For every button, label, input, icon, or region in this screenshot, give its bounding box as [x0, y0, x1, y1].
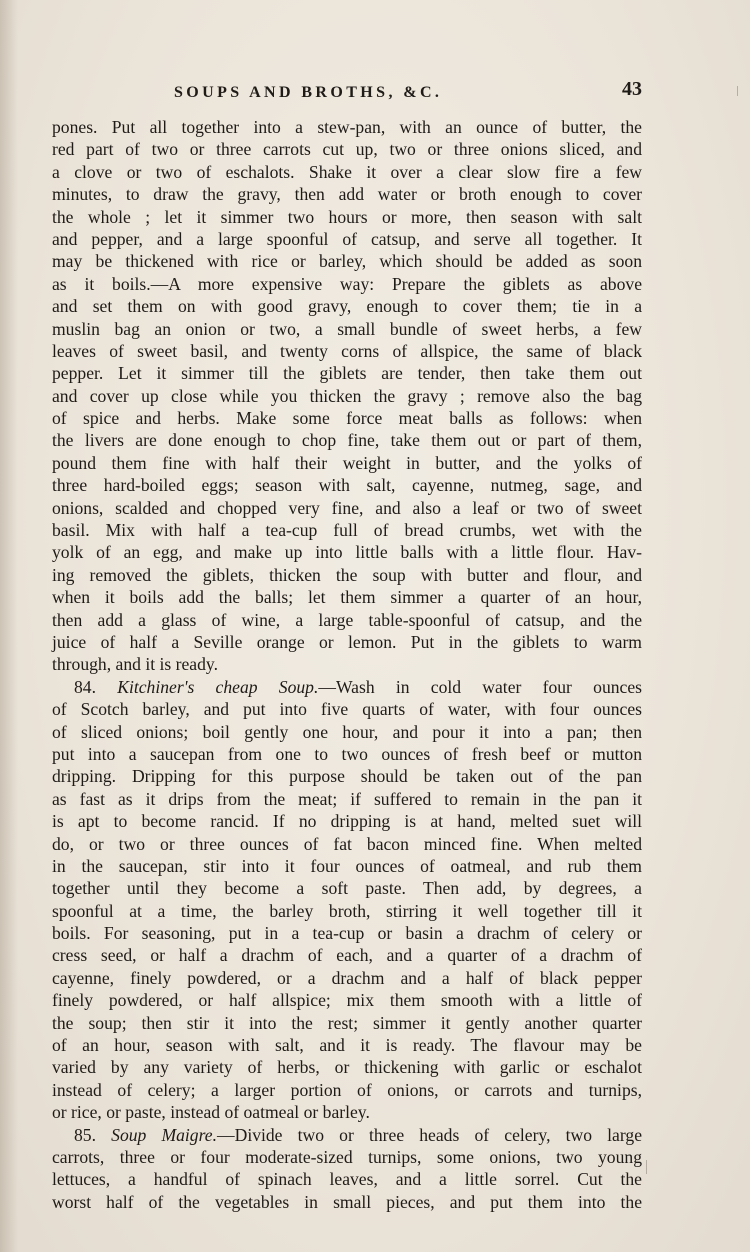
text-line: [52, 833, 642, 855]
spine-shadow: [0, 0, 18, 1252]
text-line: [52, 1079, 642, 1101]
line-text: spoonful at a time, the barley broth, stirring it well together till it: [52, 900, 642, 921]
line-text: juice of half a Seville orange or lemon. Put in the giblets to warm: [52, 631, 642, 652]
page-number: 43: [622, 78, 642, 100]
line-text: and set them on with good gravy, enough to cover them; tie in a: [52, 296, 642, 317]
line-text: minutes, to draw the gravy, then add water or broth enough to cover: [52, 184, 642, 205]
line-text: basil. Mix with half a tea-cup full of bread crumbs, wet with the: [52, 520, 642, 541]
line-text: of sliced onions; boil gently one hour, and pour it into a pan; then: [52, 721, 642, 742]
text-line: [52, 1191, 642, 1213]
line-text: as fast as it drips from the meat; if suffered to remain in the pan it: [52, 788, 642, 809]
line-text: in the saucepan, stir into it four ounces of oatmeal, and rub them: [52, 855, 642, 876]
line-text: cress seed, or half a drachm of each, and a quarter of a drachm of: [52, 945, 642, 966]
line-text: cayenne, finely powdered, or a drachm and a half of black pepper: [52, 967, 642, 988]
text-line: [52, 318, 642, 340]
text-line: [52, 1034, 642, 1056]
line-text: a clove or two of eschalots. Shake it over a clear slow fire a few: [52, 161, 642, 182]
line-text: pepper. Let it simmer till the giblets are tender, then take them out: [52, 363, 642, 384]
text-line: [52, 519, 642, 541]
text-line: [52, 429, 642, 451]
line-text: —Wash in cold water four ounces: [318, 676, 643, 697]
line-text: pones. Put all together into a stew-pan, with an ounce of butter, the: [52, 117, 642, 137]
recipe-heading-line: [52, 1124, 642, 1146]
line-text: may be thickened with rice or barley, which should be added as soon: [52, 251, 642, 272]
line-text: the livers are done enough to chop fine, take them out or part of them,: [52, 430, 642, 451]
text-line: [52, 362, 642, 384]
text-line: [52, 631, 642, 653]
line-text: or rice, or paste, instead of oatmeal or barley.: [52, 1102, 370, 1123]
text-line: [52, 1146, 642, 1168]
text-line: [52, 743, 642, 765]
text-line: [52, 900, 642, 922]
line-text: of an hour, season with salt, and it is ready. The flavour may be: [52, 1035, 642, 1056]
text-line: [52, 698, 642, 720]
text-line: [52, 295, 642, 317]
line-text: and cover up close while you thicken the gravy ; remove also the bag: [52, 385, 642, 406]
line-text: do, or two or three ounces of fat bacon minced fine. When melted: [52, 833, 642, 854]
text-line: [52, 541, 642, 563]
text-line: [52, 183, 642, 205]
line-text: pound them fine with half their weight in butter, and the yolks of: [52, 452, 642, 473]
line-text: ing removed the giblets, thicken the soup with butter and flour, and: [52, 564, 642, 585]
text-line: [52, 138, 642, 160]
line-text: leaves of sweet basil, and twenty corns of allspice, the same of black: [52, 340, 642, 361]
line-text: of spice and herbs. Make some force meat balls as follows: when: [52, 408, 642, 429]
text-line: [52, 765, 642, 787]
recipe-number: 84.: [74, 676, 118, 697]
line-text: dripping. Dripping for this purpose should be taken out of the pan: [52, 766, 642, 787]
text-line: [52, 116, 642, 138]
body-text: [52, 116, 642, 1213]
text-line: [52, 944, 642, 966]
text-line: [52, 452, 642, 474]
line-text: yolk of an egg, and make up into little balls with a little flour. Hav-: [52, 542, 642, 563]
line-text: red part of two or three carrots cut up, two or three onions sliced, and: [52, 139, 642, 160]
line-text: worst half of the vegetables in small pieces, and put them into the: [52, 1191, 642, 1212]
line-text: instead of celery; a larger portion of onions, or carrots and turnips,: [52, 1079, 642, 1100]
line-text: as it boils.—A more expensive way: Prepare the giblets as above: [52, 273, 642, 294]
line-text: the soup; then stir it into the rest; simmer it gently another quarter: [52, 1012, 642, 1033]
text-line: [52, 653, 642, 675]
recipe-title: Soup Maigre.: [111, 1124, 218, 1145]
text-line: [52, 1168, 642, 1190]
text-line: [52, 228, 642, 250]
paper-mark: [737, 86, 738, 96]
text-line: [52, 340, 642, 362]
line-text: carrots, three or four moderate-sized turnips, some onions, two young: [52, 1146, 642, 1167]
text-line: [52, 1012, 642, 1034]
text-line: [52, 989, 642, 1011]
line-text: lettuces, a handful of spinach leaves, and a little sorrel. Cut the: [52, 1169, 642, 1190]
text-line: [52, 855, 642, 877]
text-line: [52, 161, 642, 183]
running-title: SOUPS AND BROTHS, &C.: [174, 84, 443, 101]
text-line: [52, 474, 642, 496]
text-line: [52, 609, 642, 631]
recipe-title: Kitchiner's cheap Soup.: [117, 676, 319, 697]
text-line: [52, 788, 642, 810]
line-text: together until they become a soft paste. Then add, by degrees, a: [52, 878, 642, 899]
line-text: muslin bag an onion or two, a small bundle of sweet herbs, a few: [52, 318, 642, 339]
text-line: [52, 407, 642, 429]
text-line: [52, 922, 642, 944]
line-text: of Scotch barley, and put into five quarts of water, with four ounces: [52, 699, 642, 720]
line-text: finely powdered, or half allspice; mix them smooth with a little of: [52, 990, 642, 1011]
text-line: [52, 1056, 642, 1078]
text-line: [52, 721, 642, 743]
text-line: [52, 497, 642, 519]
text-line: [52, 273, 642, 295]
text-line: [52, 206, 642, 228]
paper-mark: [646, 1160, 647, 1174]
text-line: [52, 1101, 642, 1123]
page-header: [48, 78, 642, 108]
line-text: —Divide two or three heads of celery, two large: [217, 1124, 643, 1145]
text-line: [52, 250, 642, 272]
recipe-number: 85.: [74, 1124, 112, 1145]
text-line: [52, 967, 642, 989]
text-line: [52, 586, 642, 608]
text-line: [52, 810, 642, 832]
line-text: when it boils add the balls; let them simmer a quarter of an hour,: [52, 587, 642, 608]
text-line: [52, 385, 642, 407]
line-text: put into a saucepan from one to two ounces of fresh beef or mutton: [52, 743, 642, 764]
text-line: [52, 564, 642, 586]
line-text: and pepper, and a large spoonful of catsup, and serve all together. It: [52, 228, 642, 249]
line-text: is apt to become rancid. If no dripping is at hand, melted suet will: [52, 811, 642, 832]
line-text: varied by any variety of herbs, or thickening with garlic or eschalot: [52, 1057, 642, 1078]
line-text: the whole ; let it simmer two hours or more, then season with salt: [52, 206, 642, 227]
text-line: [52, 877, 642, 899]
line-text: onions, scalded and chopped very fine, and also a leaf or two of sweet: [52, 497, 642, 518]
line-text: then add a glass of wine, a large table-spoonful of catsup, and the: [52, 609, 642, 630]
line-text: boils. For seasoning, put in a tea-cup or basin a drachm of celery or: [52, 923, 642, 944]
line-text: three hard-boiled eggs; season with salt, cayenne, nutmeg, sage, and: [52, 475, 642, 496]
line-text: through, and it is ready.: [52, 654, 218, 675]
recipe-heading-line: [52, 676, 642, 698]
